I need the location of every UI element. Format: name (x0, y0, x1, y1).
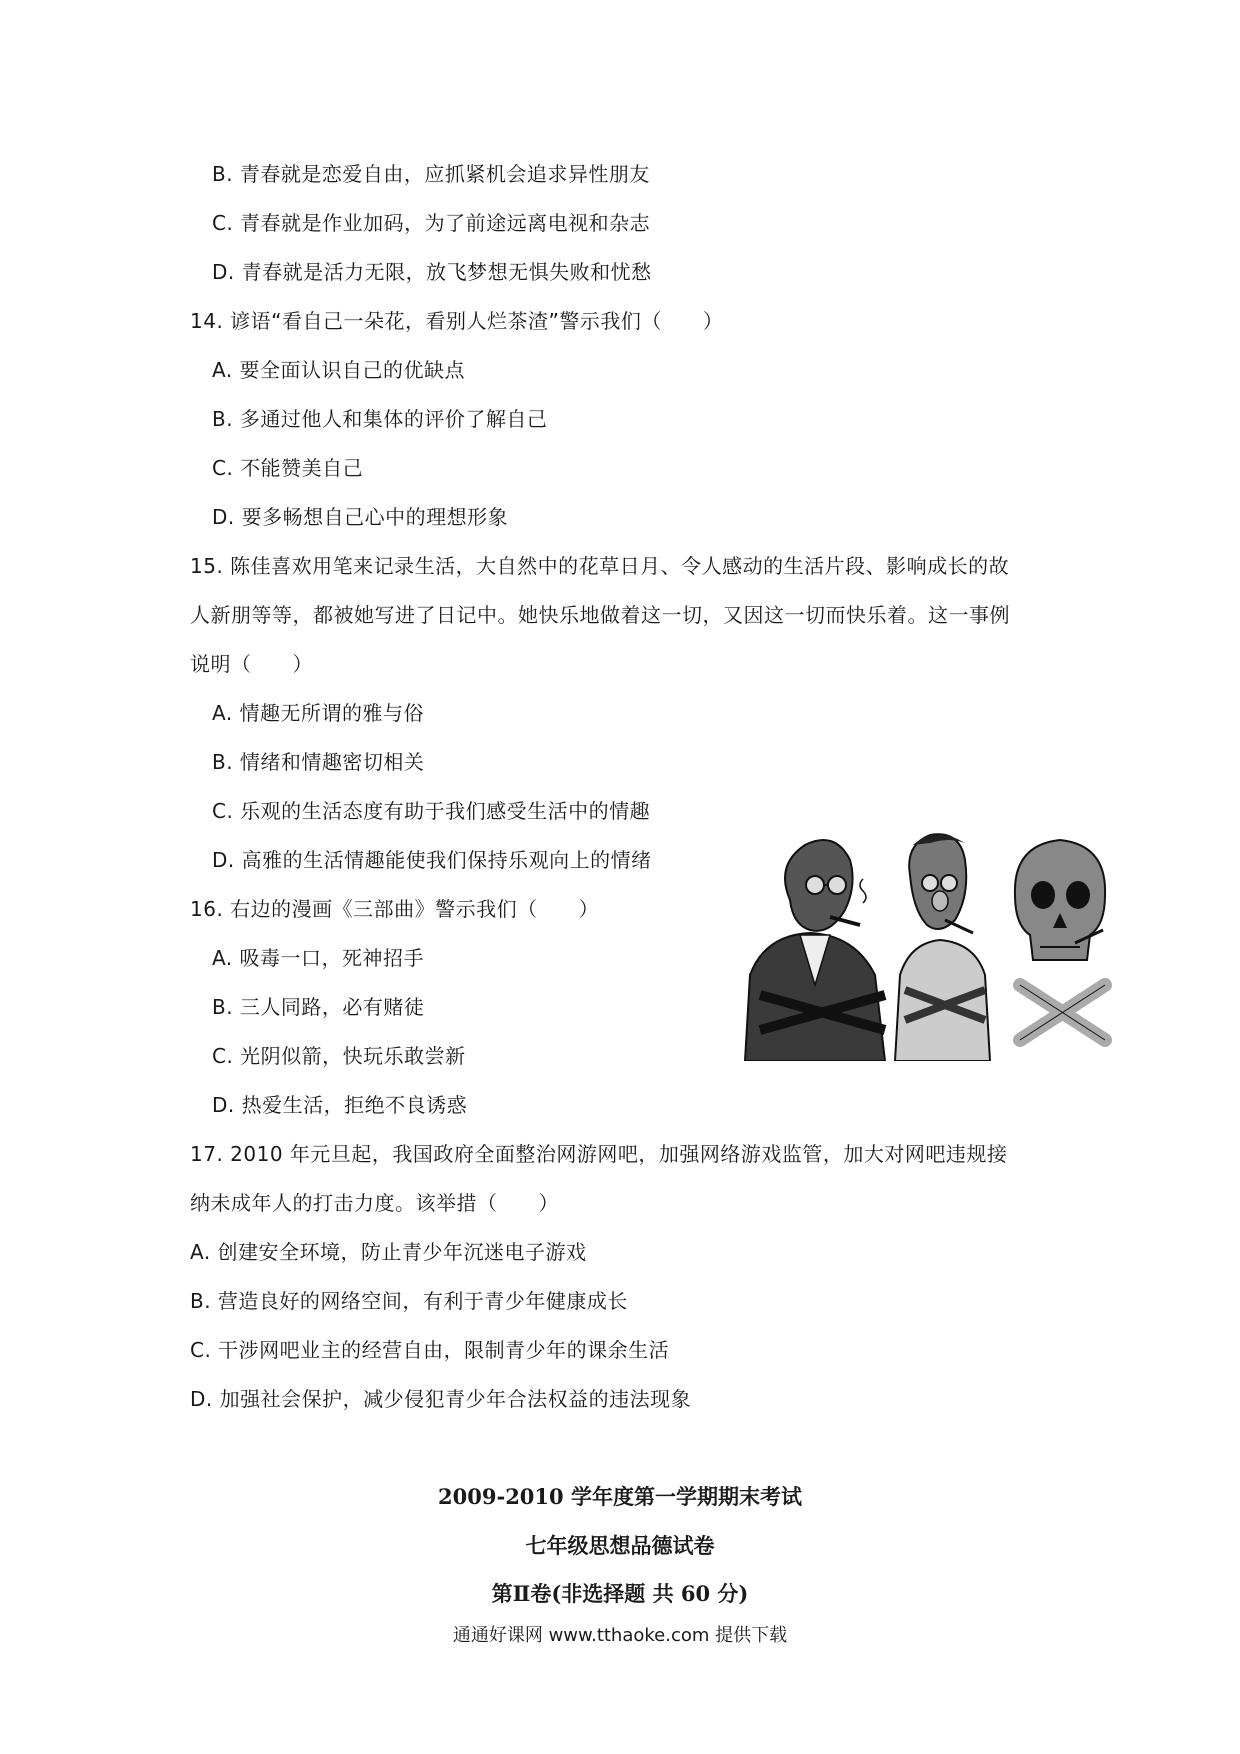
q15-option-a: A. 情趣无所谓的雅与俗 (212, 701, 425, 725)
q16-option-d: D. 热爱生活，拒绝不良诱惑 (212, 1093, 468, 1117)
cartoon-skull (1015, 840, 1105, 1040)
q15-stem-line: 说明（ ） (190, 652, 313, 676)
q15-stem-line: 15. 陈佳喜欢用笔来记录生活，大自然中的花草日月、令人感动的生活片段、影响成长的故 (190, 554, 1010, 578)
exam-subtitle: 七年级思想品德试卷 (525, 1533, 715, 1558)
q16-stem: 16. 右边的漫画《三部曲》警示我们（ ） (190, 897, 600, 921)
cartoon-figure-2 (895, 834, 990, 1061)
three-part-cartoon-image (735, 825, 1115, 1061)
q14-option-b: B. 多通过他人和集体的评价了解自己 (212, 407, 548, 431)
q14-option-d: D. 要多畅想自己心中的理想形象 (212, 505, 509, 529)
q16-option-a: A. 吸毒一口，死神招手 (212, 946, 425, 970)
footer-download-note: 通通好课网 www.tthaoke.com 提供下载 (452, 1625, 788, 1646)
q15-stem-line: 人新朋等等，都被她写进了日记中。她快乐地做着这一切，又因这一切而快乐着。这一事例 (190, 603, 1010, 627)
q17-option-a: A. 创建安全环境，防止青少年沉迷电子游戏 (190, 1240, 587, 1264)
q17-option-b: B. 营造良好的网络空间，有利于青少年健康成长 (190, 1289, 628, 1313)
q17-option-c: C. 干涉网吧业主的经营自由，限制青少年的课余生活 (190, 1338, 670, 1362)
q16-option-c: C. 光阴似箭，快玩乐敢尝新 (212, 1044, 466, 1068)
q13-option-d: D. 青春就是活力无限，放飞梦想无惧失败和忧愁 (212, 260, 652, 284)
q13-option-c: C. 青春就是作业加码，为了前途远离电视和杂志 (212, 211, 651, 235)
q16-option-b: B. 三人同路，必有赌徒 (212, 995, 425, 1019)
q17-option-d: D. 加强社会保护，减少侵犯青少年合法权益的违法现象 (190, 1387, 692, 1411)
q17-stem-line: 17. 2010 年元旦起，我国政府全面整治网游网吧，加强网络游戏监管，加大对网吧违规接 (190, 1142, 1008, 1166)
exam-title: 2009-2010 学年度第一学期期末考试 (438, 1484, 802, 1509)
q14-option-a: A. 要全面认识自己的优缺点 (212, 358, 466, 382)
q13-option-b: B. 青春就是恋爱自由，应抓紧机会追求异性朋友 (212, 162, 650, 186)
section-heading: 第Ⅱ卷(非选择题 共 60 分) (491, 1581, 749, 1606)
q14-stem: 14. 谚语“看自己一朵花，看别人烂茶渣”警示我们（ ） (190, 309, 724, 333)
q15-option-b: B. 情绪和情趣密切相关 (212, 750, 425, 774)
q15-option-c: C. 乐观的生活态度有助于我们感受生活中的情趣 (212, 799, 651, 823)
q14-option-c: C. 不能赞美自己 (212, 456, 364, 480)
q15-option-d: D. 高雅的生活情趣能使我们保持乐观向上的情绪 (212, 848, 652, 872)
cartoon-figure-1 (745, 840, 885, 1061)
q17-stem-line: 纳未成年人的打击力度。该举措（ ） (190, 1191, 559, 1215)
